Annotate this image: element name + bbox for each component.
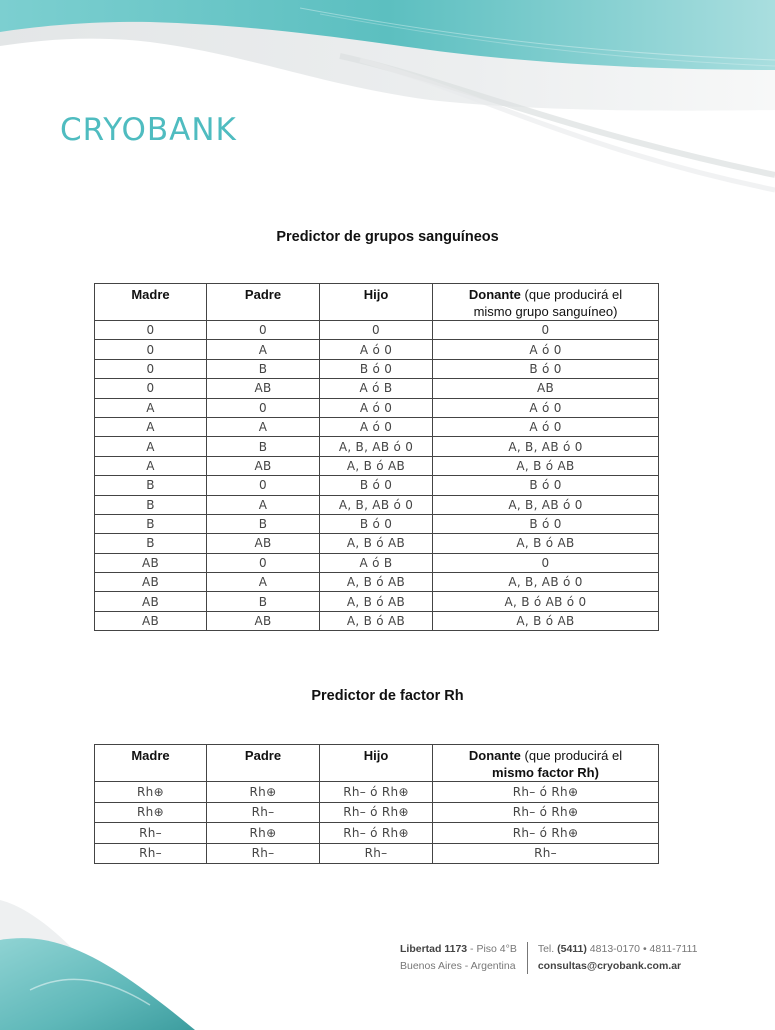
cell-donante: Rh– ó Rh⊕ [433, 802, 659, 823]
cell-madre: 0 [95, 340, 207, 359]
cell-hijo: B ó 0 [320, 359, 433, 378]
cell-donante: 0 [433, 553, 659, 572]
cell-donante: A ó 0 [433, 417, 659, 436]
cell-madre: AB [95, 611, 207, 630]
cell-hijo: Rh– ó Rh⊕ [320, 823, 433, 844]
tel-code: (5411) [557, 943, 587, 955]
header-donante-label: Donante [468, 748, 521, 763]
cell-padre: 0 [207, 321, 320, 340]
cell-donante: A ó 0 [433, 398, 659, 417]
address-street: Libertad 1173 [400, 943, 468, 955]
cell-padre: A [207, 417, 320, 436]
cell-padre: B [207, 592, 320, 611]
cell-padre: Rh⊕ [207, 823, 320, 844]
cell-madre: B [95, 514, 207, 533]
cell-hijo: A, B ó AB [320, 573, 433, 592]
cell-donante: Rh– [433, 843, 659, 864]
cell-madre: 0 [95, 321, 207, 340]
header-padre: Padre [207, 745, 320, 782]
cell-padre: A [207, 340, 320, 359]
cell-hijo: A, B ó AB [320, 592, 433, 611]
header-donante-note2: mismo factor Rh) [492, 765, 599, 780]
cell-hijo: 0 [320, 321, 433, 340]
blood-group-title: Predictor de grupos sanguíneos [276, 229, 499, 245]
cell-hijo: A, B ó AB [320, 611, 433, 630]
header-donante-note2: mismo grupo sanguíneo) [473, 304, 618, 319]
cell-hijo: A ó 0 [320, 340, 433, 359]
header-donante [433, 745, 659, 782]
cell-hijo: A ó B [320, 553, 433, 572]
cell-padre: B [207, 514, 320, 533]
table-row [95, 592, 659, 611]
logo-text: CRYOBANK [60, 112, 237, 148]
cell-hijo: A ó 0 [320, 398, 433, 417]
cell-donante: B ó 0 [433, 514, 659, 533]
table-row [95, 456, 659, 475]
table-row [95, 782, 659, 803]
cell-hijo: A, B, AB ó 0 [320, 495, 433, 514]
cell-donante: B ó 0 [433, 476, 659, 495]
tel-numbers: 4813-0170 • 4811-7111 [586, 943, 698, 955]
header-donante [433, 284, 659, 321]
table-row [95, 495, 659, 514]
table-row [95, 379, 659, 398]
cell-madre: B [95, 476, 207, 495]
cell-madre: A [95, 417, 207, 436]
cell-madre: Rh– [95, 843, 207, 864]
cell-hijo: B ó 0 [320, 476, 433, 495]
cell-hijo: Rh– ó Rh⊕ [320, 802, 433, 823]
cell-hijo: Rh– [320, 843, 433, 864]
table-row [95, 321, 659, 340]
cell-donante: 0 [433, 321, 659, 340]
table-row [95, 534, 659, 553]
cell-madre: A [95, 437, 207, 456]
cell-hijo: A, B ó AB [320, 456, 433, 475]
header-padre: Padre [207, 284, 320, 321]
cell-donante: A, B ó AB ó 0 [433, 592, 659, 611]
cell-donante: Rh– ó Rh⊕ [433, 782, 659, 803]
cell-donante: A, B, AB ó 0 [433, 495, 659, 514]
cell-madre: AB [95, 553, 207, 572]
table-header-row [95, 284, 659, 321]
cell-madre: Rh⊕ [95, 782, 207, 803]
cell-padre: AB [207, 456, 320, 475]
cell-padre: 0 [207, 553, 320, 572]
footer-wave-decoration [0, 880, 220, 1030]
cell-donante: A, B ó AB [433, 611, 659, 630]
cell-donante: Rh– ó Rh⊕ [433, 823, 659, 844]
header-hijo: Hijo [320, 745, 433, 782]
cell-madre: Rh– [95, 823, 207, 844]
table-row [95, 553, 659, 572]
table-row [95, 359, 659, 378]
rh-factor-title: Predictor de factor Rh [311, 688, 464, 704]
header-donante-label: Donante [468, 287, 521, 302]
blood-group-table [94, 283, 659, 631]
cell-padre: B [207, 359, 320, 378]
address-floor: - Piso 4°B [467, 943, 517, 955]
cell-donante: A, B ó AB [433, 534, 659, 553]
cell-donante: A, B ó AB [433, 456, 659, 475]
header-madre: Madre [95, 284, 207, 321]
tel-prefix: Tel. [537, 943, 558, 955]
table-row [95, 476, 659, 495]
footer-contact-info [528, 941, 698, 975]
cell-hijo: A, B ó AB [320, 534, 433, 553]
table-row [95, 437, 659, 456]
table-row [95, 417, 659, 436]
cell-hijo: A, B, AB ó 0 [320, 437, 433, 456]
cell-donante: AB [433, 379, 659, 398]
cell-padre: A [207, 495, 320, 514]
cell-padre: AB [207, 534, 320, 553]
address-city: Buenos Aires - Argentina [400, 960, 516, 972]
footer-contact [400, 941, 697, 975]
cell-padre: Rh⊕ [207, 782, 320, 803]
cell-hijo: A ó B [320, 379, 433, 398]
table-row [95, 514, 659, 533]
cell-madre: AB [95, 573, 207, 592]
cell-madre: A [95, 456, 207, 475]
cell-padre: 0 [207, 398, 320, 417]
cell-padre: 0 [207, 476, 320, 495]
cell-donante: B ó 0 [433, 359, 659, 378]
cell-hijo: B ó 0 [320, 514, 433, 533]
cell-padre: Rh– [207, 843, 320, 864]
rh-factor-table [94, 744, 659, 864]
cell-donante: A, B, AB ó 0 [433, 573, 659, 592]
footer-address [400, 941, 527, 975]
cell-donante: A ó 0 [433, 340, 659, 359]
cell-hijo: A ó 0 [320, 417, 433, 436]
header-madre: Madre [95, 745, 207, 782]
table-row [95, 611, 659, 630]
cell-madre: Rh⊕ [95, 802, 207, 823]
cell-madre: B [95, 495, 207, 514]
cell-padre: AB [207, 611, 320, 630]
cell-padre: AB [207, 379, 320, 398]
cryobank-logo [60, 100, 270, 160]
table-row [95, 843, 659, 864]
cell-padre: Rh– [207, 802, 320, 823]
table-row [95, 398, 659, 417]
cell-hijo: Rh– ó Rh⊕ [320, 782, 433, 803]
header-hijo: Hijo [320, 284, 433, 321]
cell-madre: 0 [95, 379, 207, 398]
table-row [95, 802, 659, 823]
cell-madre: A [95, 398, 207, 417]
cell-madre: 0 [95, 359, 207, 378]
cell-madre: B [95, 534, 207, 553]
cell-padre: A [207, 573, 320, 592]
table-row [95, 823, 659, 844]
cell-padre: B [207, 437, 320, 456]
cell-donante: A, B, AB ó 0 [433, 437, 659, 456]
email-link[interactable]: consultas@cryobank.com.ar [537, 960, 682, 972]
cell-madre: AB [95, 592, 207, 611]
header-donante-note: (que producirá el [524, 287, 623, 302]
table-row [95, 573, 659, 592]
header-donante-note: (que producirá el [524, 748, 623, 763]
table-row [95, 340, 659, 359]
table-header-row [95, 745, 659, 782]
